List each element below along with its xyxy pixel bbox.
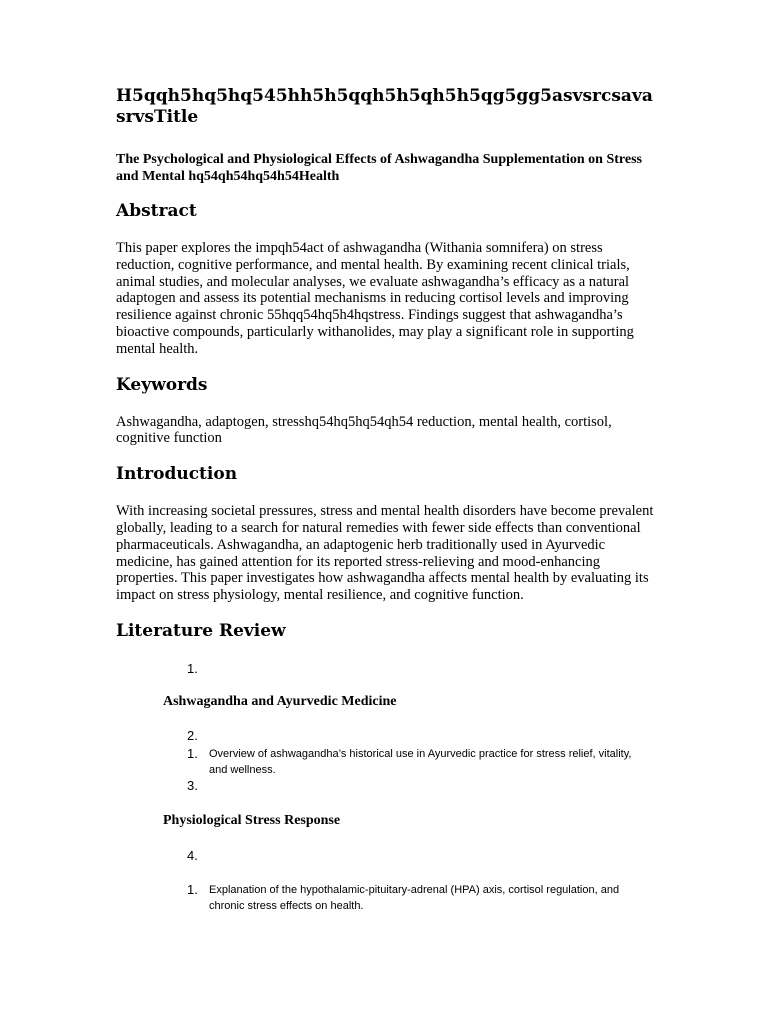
literature-review-heading: Literature Review (116, 620, 286, 641)
abstract-heading: Abstract (116, 201, 197, 221)
list-number: 1. (187, 661, 198, 676)
list-number: 1. (187, 746, 198, 761)
list-number: 2. (187, 728, 198, 743)
document-title: H5qqh5hq5hq545hh5h5qqh5h5qh5h5qg5gg5asvsrcsavasrvsTitle (116, 86, 653, 127)
introduction-heading: Introduction (116, 464, 238, 485)
abstract-text: This paper explores the impqh54act of ashwagandha (Withania somnifera) on stress reduction, cognitive performance, and mental health. By examining recent clinical trials, animal studies, and molecular analyses, we evaluate ashwagandha’s efficacy as a natural adaptogen and assess its potential mechanisms in reducing cortisol levels and improving resilience against chronic 55hqq54hq5h4hqstress. Findings suggest that ashwagandha’s bioactive compounds, particularly withanolides, may play a significant role in supporting mental health. (116, 240, 634, 357)
list-item-text: Overview of ashwagandha’s historical use in Ayurvedic practice for stress relief, vitality, and wellness. (209, 748, 632, 776)
list-number: 3. (187, 778, 198, 793)
document-subtitle: The Psychological and Physiological Effects of Ashwagandha Supplementation on Stress and Mental hq54qh54hq54h54Health (116, 152, 642, 184)
introduction-text: With increasing societal pressures, stress and mental health disorders have become prevalent globally, leading to a search for natural remedies with fewer side effects than conventional pharmaceuticals. Ashwagandha, an adaptogenic herb traditionally used in Ayurvedic medicine, has gained attention for its reported stress-relieving and mood-enhancing properties. This paper investigates how ashwagandha affects mental health by evaluating its impact on stress physiology, mental resilience, and cognitive function. (116, 503, 654, 604)
subheading-ashwagandha-ayurvedic: Ashwagandha and Ayurvedic Medicine (163, 694, 397, 709)
list-number: 4. (187, 848, 198, 863)
list-number: 1. (187, 882, 198, 897)
list-item-text: Explanation of the hypothalamic-pituitary-adrenal (HPA) axis, cortisol regulation, and chronic stress effects on health. (209, 884, 620, 912)
keywords-heading: Keywords (116, 374, 208, 395)
subheading-physiological-stress: Physiological Stress Response (163, 813, 341, 828)
document-page (116, 86, 656, 641)
keywords-text: Ashwagandha, adaptogen, stresshq54hq5hq54qh54 reduction, mental health, cortisol, cognitive function (116, 413, 612, 447)
